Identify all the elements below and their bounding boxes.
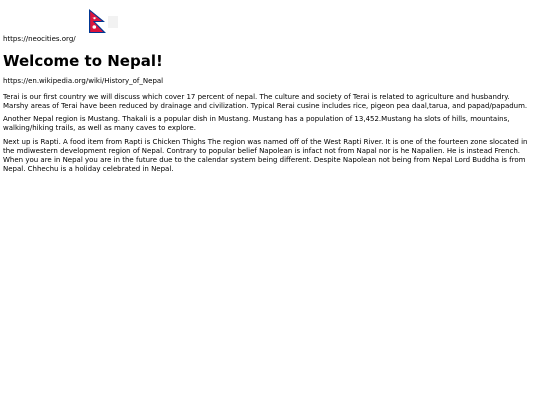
paragraph-terai: Terai is our first country we will discuss which cover 17 percent of nepal. The culture and society of Terai is related to agriculture and husbandry. Marshy areas of Terai have been reduced by drainage and civilization. Typical Rerai cusine includes rice, pigeon pea daal,tarua, and papad/papadum. [3,93,528,110]
top-row [3,0,531,43]
neocities-link[interactable]: https://neocities.org/ [3,35,76,43]
page-content [3,0,531,173]
paragraph-mustang: Another Nepal region is Mustang. Thakali is a popular dish in Mustang. Mustang has a population of 13,452.Mustang ha slots of hills, mountains, walking/hiking trails, as well as many caves to explore. [3,115,510,132]
nepal-flag-icon [86,8,122,34]
page-title: Welcome to Nepal! [3,52,163,70]
paragraph-rapti: Next up is Rapti. A food item from Rapti is Chicken Thighs The region was named off of the West Rapti River. It is one of the fourteen zone slocated in the mdiwestern development region of Nepal. Contrary to popular belief Napolean is infact not from Napal nor is he Napalien. He is instead French. When you are in Nepal you are in the future due to the calendar system being different. Despite Napolean not being from Nepal Lord Buddha is from Nepal. Chhechu is a holiday celebrated in Nepal. [3,138,528,173]
wikipedia-link[interactable]: https://en.wikipedia.org/wiki/History_of_Nepal [3,77,164,85]
